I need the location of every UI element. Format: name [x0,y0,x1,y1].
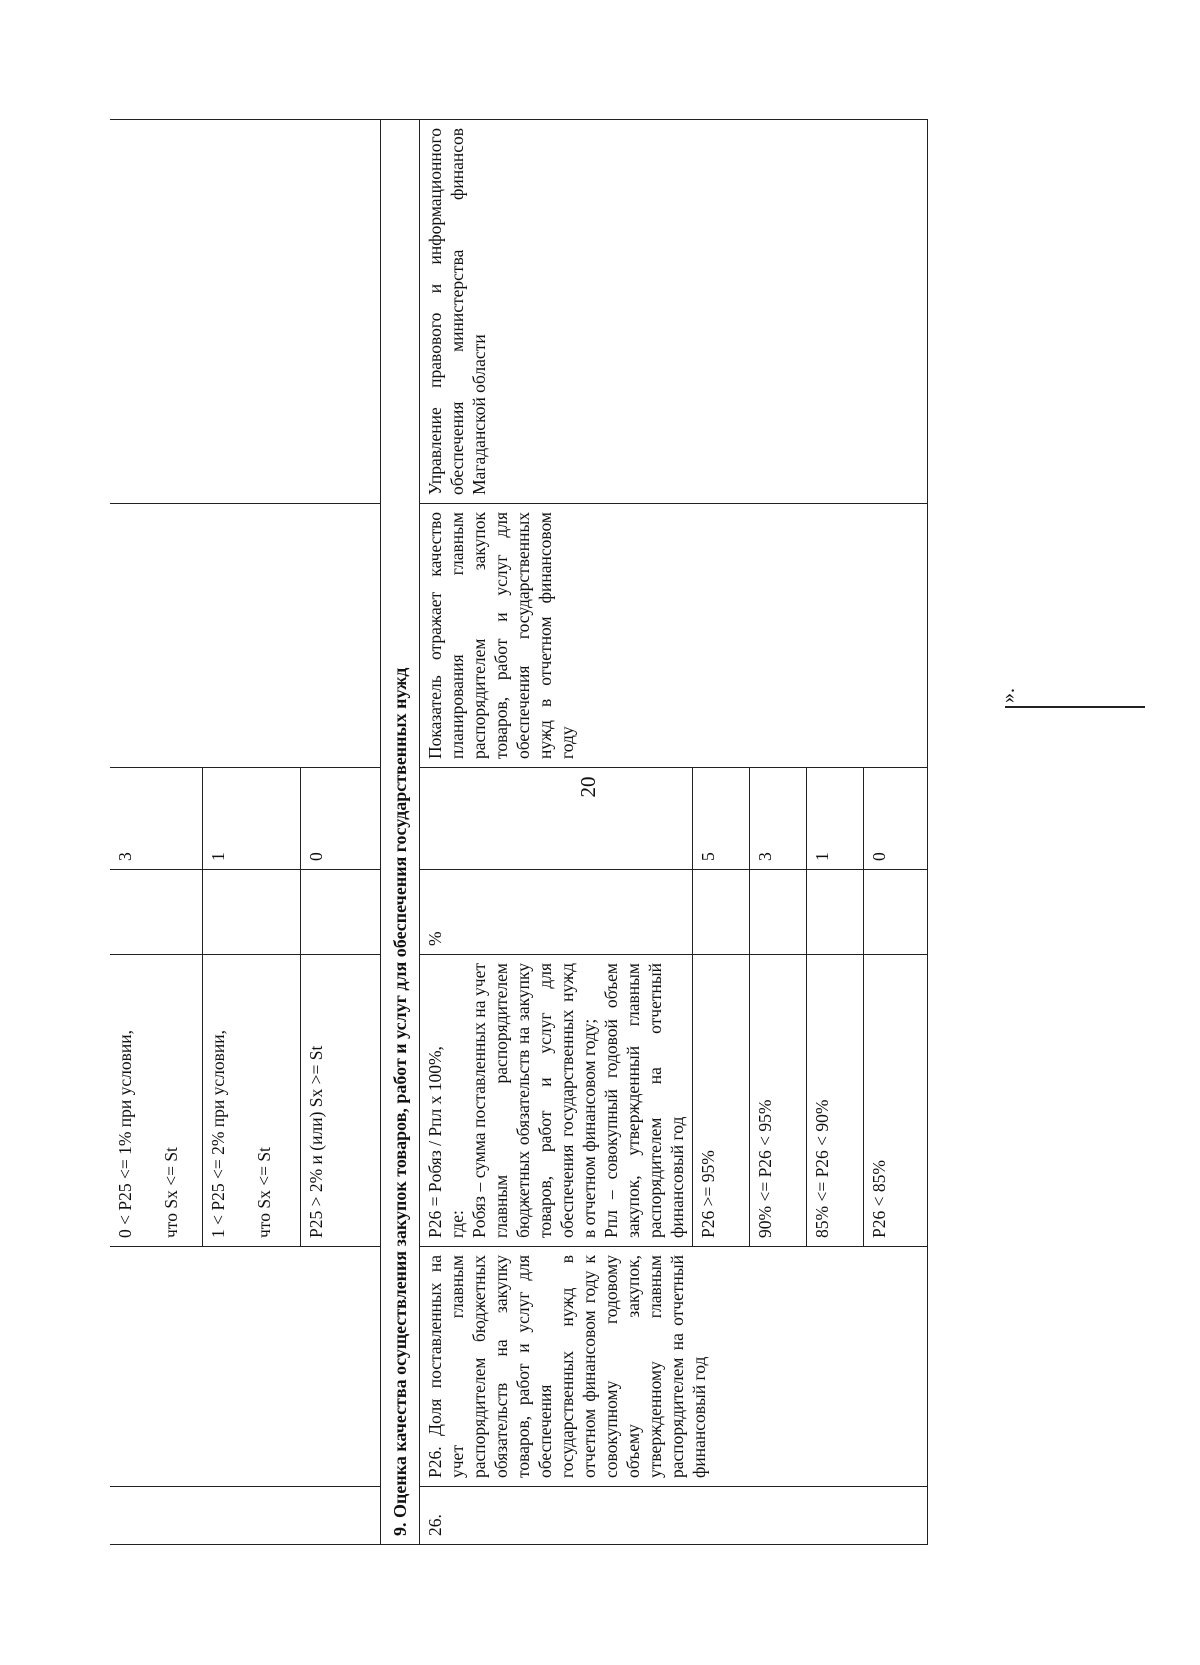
cell-description-empty [110,504,380,768]
unit-cell-empty [806,870,863,955]
score-cell: 5 [692,768,749,870]
responsible-unit: Управление правового и информационного обеспечения министерства финансов Магаданской области [419,120,927,504]
closing-dash [1005,706,1145,708]
criteria-table [110,119,928,1545]
score-cell: 3 [110,768,202,870]
unit-cell-empty [110,870,202,955]
score-cell: 0 [863,768,927,870]
condition-cell [202,955,300,1247]
score-cell: 1 [806,768,863,870]
formula-definition: Pпл – совокупный годовой объем закупок, утвержденный главным распорядителем на отчетный финансовый год [600,963,687,1238]
unit-cell-empty [300,870,380,955]
section-title: 9. Оценка качества осуществления закупок товаров, работ и услуг для обеспечения государственных нужд [380,120,419,1545]
indicator-number: 26. [419,1487,927,1545]
rotated-table-container [110,120,972,1545]
cell-responsible-empty [110,120,380,504]
condition-text: что Sx <= St [253,1147,274,1238]
unit-cell-empty [202,870,300,955]
condition-cell [300,955,380,1247]
indicator-description: Показатель отражает качество планирования главным распорядителем закупок товаров, работ и услуг для обеспечения государственных нужд в отчетном финансовом году [419,504,927,768]
score-cell: 3 [749,768,806,870]
condition-cell: P26 < 85% [863,955,927,1247]
table-row [419,120,692,1545]
formula-text: P26 = Pобяз / Pпл x 100%, [424,1046,445,1238]
score-cell-empty [419,768,692,870]
page-number: 20 [576,776,600,798]
formula-where: где: [446,1210,467,1238]
closing-mark: ». [997,688,1019,703]
unit-cell-empty [863,870,927,955]
table-row [110,120,202,1545]
condition-cell: 85% <= P26 < 90% [806,955,863,1247]
formula-definition: Pобяз – сумма поставленных на учет главным распорядителем бюджетных обязательств на закупку товаров, работ и услуг для обеспечения государственных нужд в отчетном финансовом году; [468,963,599,1238]
table-row [380,120,419,1545]
cell-name-empty [110,1247,380,1487]
condition-text: что Sx <= St [161,1147,181,1238]
cell-number-empty [110,1487,380,1545]
condition-text: 0 < P25 <= 1% при условии, [115,1029,135,1238]
score-cell: 0 [300,768,380,870]
condition-text: P25 > 2% и (или) Sx >= St [305,1045,326,1238]
condition-text: 1 < P25 <= 2% при условии, [207,1029,228,1238]
condition-cell: P26 >= 95% [692,955,749,1247]
unit-cell: % [419,870,692,955]
condition-cell [110,955,202,1247]
unit-cell-empty [749,870,806,955]
condition-cell: 90% <= P26 < 95% [749,955,806,1247]
score-cell: 1 [202,768,300,870]
closing-line [997,688,1145,850]
indicator-name: P26. Доля поставленных на учет главным распорядителем бюджетных обязательств на закупку товаров, работ и услуг для обеспечения государственных нужд в отчетном финансовом году к совокупному годовому объему закупок, утвержденному главным распорядителем на отчетный финансовый год [419,1247,927,1487]
formula-cell [419,955,692,1247]
unit-cell-empty [692,870,749,955]
